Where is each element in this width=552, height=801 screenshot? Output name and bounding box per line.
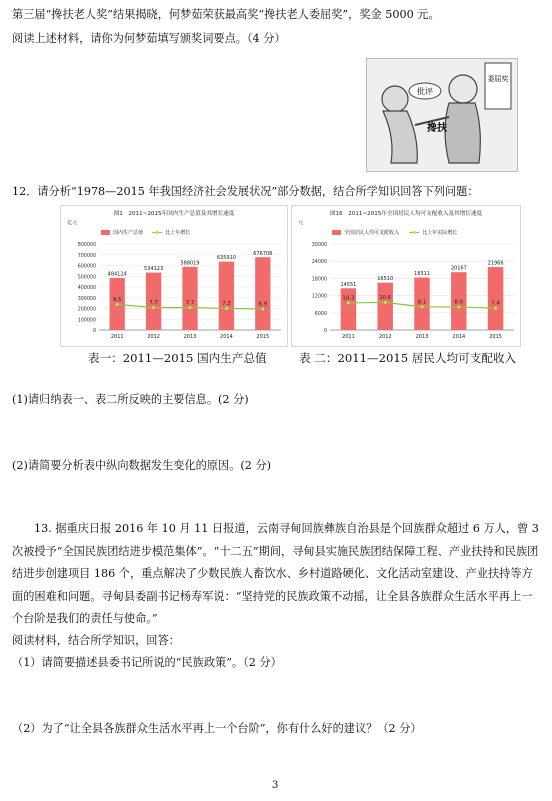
growth-point [457, 305, 461, 309]
growth-point [152, 306, 156, 310]
growth-point [261, 307, 265, 311]
growth-value-label: 10.3 [342, 295, 355, 302]
caption-table2: 表 二：2011—2015 居民人均可支配收入 [299, 351, 517, 365]
cartoon-text-2 [427, 121, 447, 134]
growth-point [225, 307, 229, 311]
chart-title: 图1 2011~2015年国内生产总值及其增长速度 [113, 211, 235, 217]
bar-value-label: 20167 [450, 265, 467, 272]
y-axis-unit: 亿元 [67, 220, 78, 226]
y-tick-label: 12000 [311, 294, 327, 300]
growth-value-label: 6.9 [258, 301, 268, 308]
y-tick-label: 18000 [311, 277, 327, 283]
svg-text:搀扶: 搀扶 [427, 123, 447, 134]
growth-value-label: 7.4 [491, 300, 500, 307]
y-tick-label: 600000 [77, 264, 96, 270]
growth-value-label: 8.0 [454, 299, 464, 306]
bar-value-label: 635910 [216, 255, 236, 262]
gdp-chart [60, 205, 288, 347]
legend-label-line: 比上年增长 [165, 230, 191, 236]
growth-point [420, 305, 424, 309]
bar-2013 [182, 267, 197, 330]
bar-value-label: 14551 [340, 281, 357, 288]
bar-value-label: 21966 [487, 260, 504, 267]
bar-2015 [488, 267, 503, 330]
y-axis-unit: 元 [298, 220, 304, 226]
growth-point [383, 301, 387, 305]
growth-point [494, 306, 498, 310]
bar-2014 [219, 262, 234, 330]
growth-value-label: 7.3 [222, 300, 231, 307]
legend-marker [156, 231, 159, 234]
growth-value-label: 10.6 [379, 294, 392, 301]
growth-value-label: 9.5 [112, 296, 122, 303]
x-tick-label: 2015 [256, 334, 270, 340]
caption-table1: 表一：2011—2015 国内生产总值 [88, 351, 267, 365]
q13-sub2: （2）为了“让全县各族群众生活水平再上一个台阶”，你有什么好的建议？（2 分） [12, 722, 422, 735]
svg-text:批评: 批评 [417, 87, 433, 96]
growth-point [115, 303, 119, 307]
growth-point [188, 306, 192, 310]
bar-value-label: 16510 [377, 276, 394, 283]
y-tick-label: 24000 [311, 260, 327, 266]
bar-value-label: 18311 [414, 271, 430, 278]
x-tick-label: 2011 [342, 334, 355, 340]
q12-sub1: (1)请归纳表一、表二所反映的主要信息。(2 分) [12, 393, 249, 406]
x-tick-label: 2012 [378, 334, 392, 340]
growth-point [347, 301, 351, 305]
y-tick-label: 100000 [77, 318, 96, 324]
bar-2015 [255, 257, 270, 330]
page-number: 3 [272, 780, 279, 791]
x-tick-label: 2013 [183, 334, 197, 340]
growth-value-label: 8.1 [417, 299, 427, 306]
q11-line2: 阅读上述材料，请你为何梦茹填写颁奖词要点。（4 分） [12, 32, 286, 45]
y-tick-label: 30000 [311, 243, 327, 248]
legend-label-line: 比上年实际增长 [422, 230, 458, 236]
y-tick-label: 500000 [77, 275, 96, 281]
bar-2012 [377, 283, 392, 330]
y-tick-label: 700000 [77, 253, 96, 259]
chart-svg-2 [292, 206, 520, 346]
x-tick-label: 2015 [489, 334, 502, 340]
y-tick-label: 0 [323, 329, 327, 334]
chart-title: 图16 2011~2015年全国居民人均可支配收入及其增长速度 [329, 211, 483, 217]
income-chart [291, 205, 521, 347]
y-tick-label: 300000 [77, 296, 96, 302]
bar-value-label: 588019 [180, 260, 200, 267]
q12-stem: 12．请分析“1978—2015 年我国经济社会发展状况”部分数据，结合所学知识回答下列问题： [12, 185, 479, 198]
bar-value-label: 534123 [144, 266, 164, 273]
legend-swatch-bar [332, 230, 341, 235]
y-tick-label: 200000 [77, 307, 96, 313]
q13-read: 阅读材料，结合所学知识，回答： [12, 634, 180, 647]
x-tick-label: 2011 [110, 334, 124, 340]
x-tick-label: 2014 [452, 334, 466, 340]
y-tick-label: 0 [92, 329, 96, 334]
cartoon-text-1 [409, 83, 441, 99]
growth-value-label: 7.7 [149, 300, 158, 307]
q13-paragraph: 13. 据重庆日报 2016 年 10 月 11 日报道，云南寻甸回族彝族自治县是个回族群众超过 6 万人，曾 3 次被授予“全国民族团结进步模范集体”。“十二五”期间，寻甸县实施民族团结保障工程、产业扶持和民族团结进步创建项目 186 个，重点解决了少数民族人畜饮水、乡村道路硬化、文化活动室建设、产业扶持等方面的困难和问题。寻甸县委副书记杨寿军说：“坚持党的民族政策不动摇，让全县各族群众生活水平再上一个台阶是我们的责任与使命。” [12, 522, 539, 625]
bar-value-label: 484124 [107, 271, 127, 278]
q11-line1: 第三届“搀扶老人奖”结果揭晓，何梦茹荣获最高奖“搀扶老人委屈奖”，奖金 5000 元。 [12, 8, 440, 21]
x-tick-label: 2013 [415, 334, 429, 340]
cartoon-text-3 [488, 74, 509, 83]
cartoon-image [366, 58, 518, 172]
y-tick-label: 6000 [314, 311, 327, 317]
y-tick-label: 800000 [77, 243, 96, 248]
x-tick-label: 2012 [147, 334, 160, 340]
legend-marker [413, 231, 416, 234]
svg-text:委屈奖: 委屈奖 [487, 75, 509, 83]
growth-value-label: 7.7 [185, 300, 195, 307]
legend-label-bar: 国内生产总值 [113, 230, 144, 236]
legend-swatch-bar [101, 230, 110, 235]
q13-sub1: （1）请简要描述县委书记所说的“民族政策”。（2 分） [12, 656, 282, 669]
q12-sub2: (2)请简要分析表中纵向数据发生变化的原因。(2 分) [12, 459, 272, 472]
bar-value-label: 676708 [253, 250, 273, 257]
y-tick-label: 400000 [77, 286, 96, 291]
legend-label-bar: 全国居民人均可支配收入 [344, 230, 400, 236]
x-tick-label: 2014 [220, 334, 233, 340]
chart-svg-1 [61, 206, 287, 346]
